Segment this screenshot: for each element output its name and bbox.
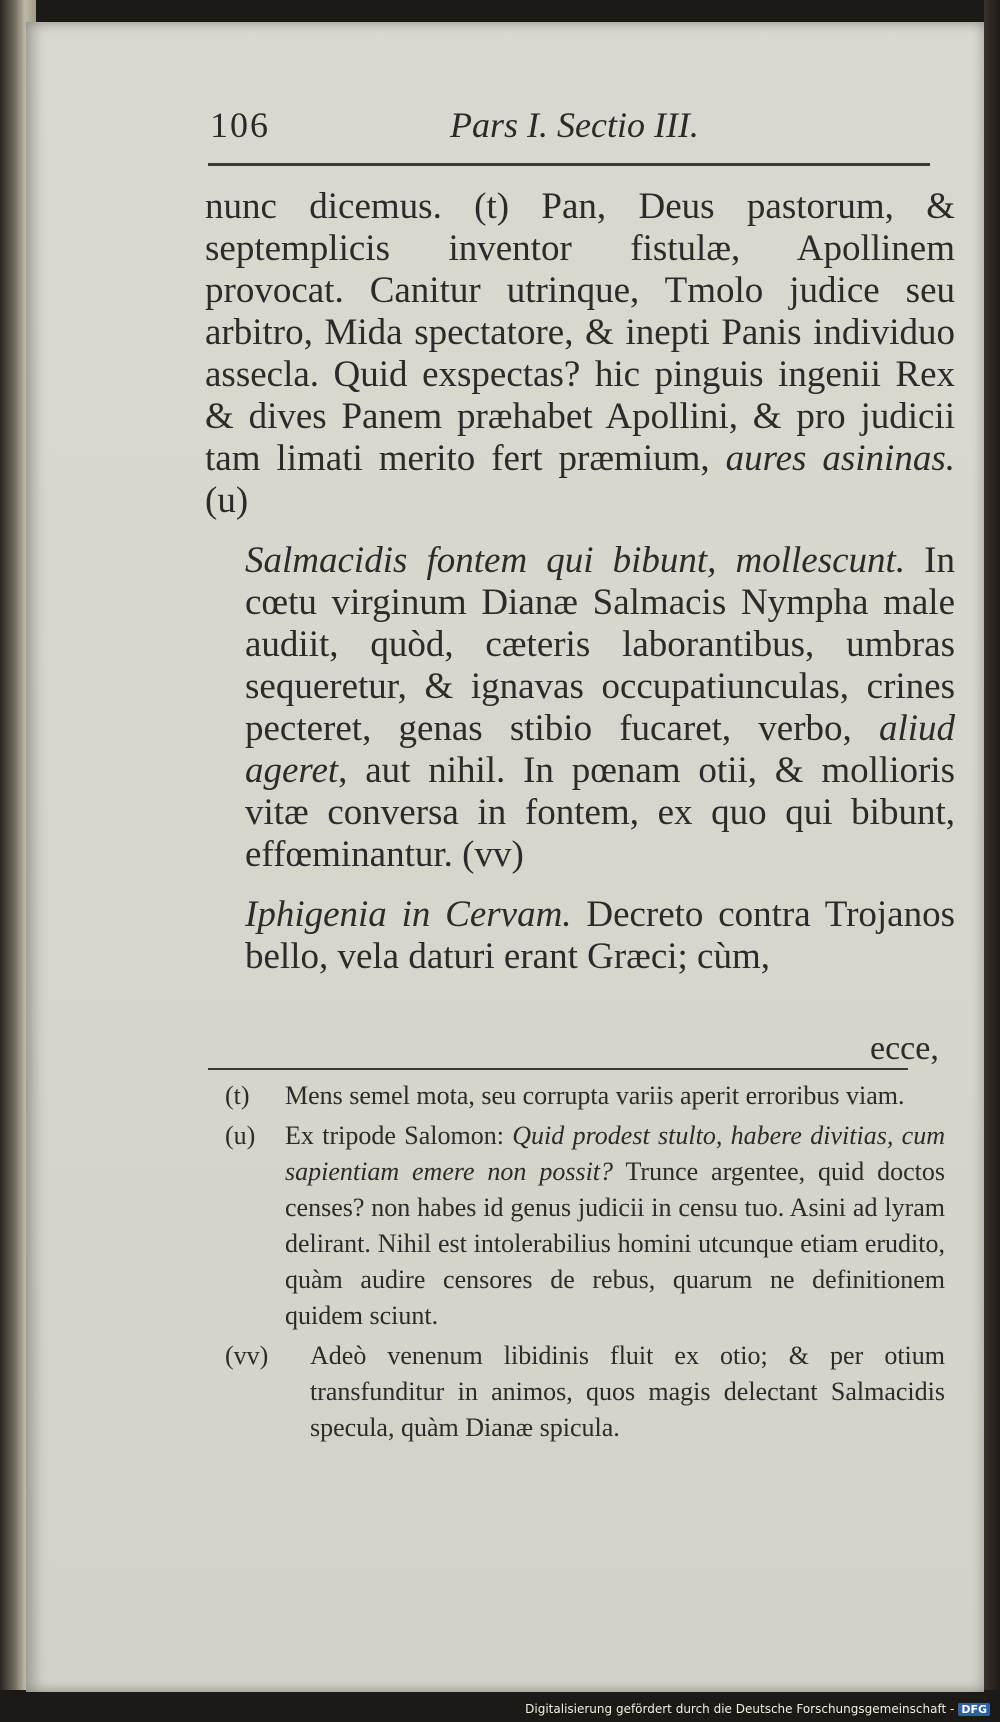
page-number: 106 (210, 105, 270, 145)
header-rule (208, 163, 930, 166)
footnotes (225, 1078, 945, 1450)
catchword: ecce, (870, 1030, 939, 1067)
footnote-mark: (t) (225, 1081, 250, 1110)
paragraph-italic: Salmacidis fontem qui bibunt, mollescunt. (245, 540, 906, 581)
footnote-text: Trunce argentee, quid doctos censes? non habes id genus judicii in censu tuo. Asini ad lyram delirant. Nihil est intolerabilius homini utcunque etiam erudito, quàm audire censores de rebus, quarum ne definitionem quidem sciunt. (285, 1157, 945, 1330)
page-header (210, 104, 930, 154)
book-right-edge (984, 0, 1000, 1690)
footnote-lead: Ex tripode Salomon: (285, 1121, 504, 1150)
footnote-rule (208, 1068, 908, 1070)
footnote-quote: Quid prodest stulto, habere divitias, cum sapientiam emere non possit? (285, 1121, 945, 1186)
footnote-u (225, 1118, 945, 1334)
paragraph-italic: aliud ageret (245, 708, 955, 791)
paragraph-text: nunc dicemus. (t) Pan, Deus pastorum, & septemplicis inventor fistulæ, Apollinem provocat. Canitur utrinque, Tmolo judice seu arbitro, Mida spectatore, & inepti Panis individuo assecla. Quid exspectas? hic pinguis ingenii Rex & dives Panem præhabet Apollini, & pro judicii tam limati merito fert præmium, (205, 186, 955, 479)
paragraph-italic: Iphigenia in Cervam. (245, 894, 572, 935)
paragraph-text: Decreto contra Trojanos bello, vela daturi erant Græci; cùm, (245, 894, 956, 977)
paragraph-text: In cœtu virginum Dianæ Salmacis Nympha male audiit, quòd, cæteris laborantibus, umbras sequeretur, & ignavas occupatiunculas, crines pecteret, genas stibio fucaret, verbo, (245, 540, 955, 749)
digitization-credit (525, 1702, 990, 1716)
footnote-vv (225, 1338, 945, 1446)
footnote-mark: (vv) (225, 1341, 269, 1370)
paragraph-salmacis (205, 540, 955, 876)
running-head: Pars I. Sectio III. (450, 105, 699, 145)
paragraph-iphigenia (205, 894, 955, 978)
paragraph-text: , aut nihil. In pœnam otii, & mollioris vitæ conversa in fontem, ex quo qui bibunt, effœminantur. (vv) (245, 750, 955, 875)
paragraph-pan-apollo (205, 186, 955, 522)
paragraph-italic: aures asininas. (725, 438, 955, 479)
footnote-text: Adeò venenum libidinis fluit ex otio; & per otium transfunditur in animos, quos magis delectant Salmacidis specula, quàm Dianæ spicula. (310, 1341, 945, 1442)
footnote-text: Mens semel mota, seu corrupta variis aperit erroribus viam. (285, 1081, 905, 1110)
footnote-t (225, 1078, 945, 1114)
dfg-logo: DFG (958, 1703, 990, 1716)
credit-text: Digitalisierung gefördert durch die Deutsche Forschungsgemeinschaft - (525, 1702, 955, 1716)
main-text (205, 186, 955, 978)
note-reference: (u) (205, 480, 249, 521)
footnote-mark: (u) (225, 1121, 256, 1150)
